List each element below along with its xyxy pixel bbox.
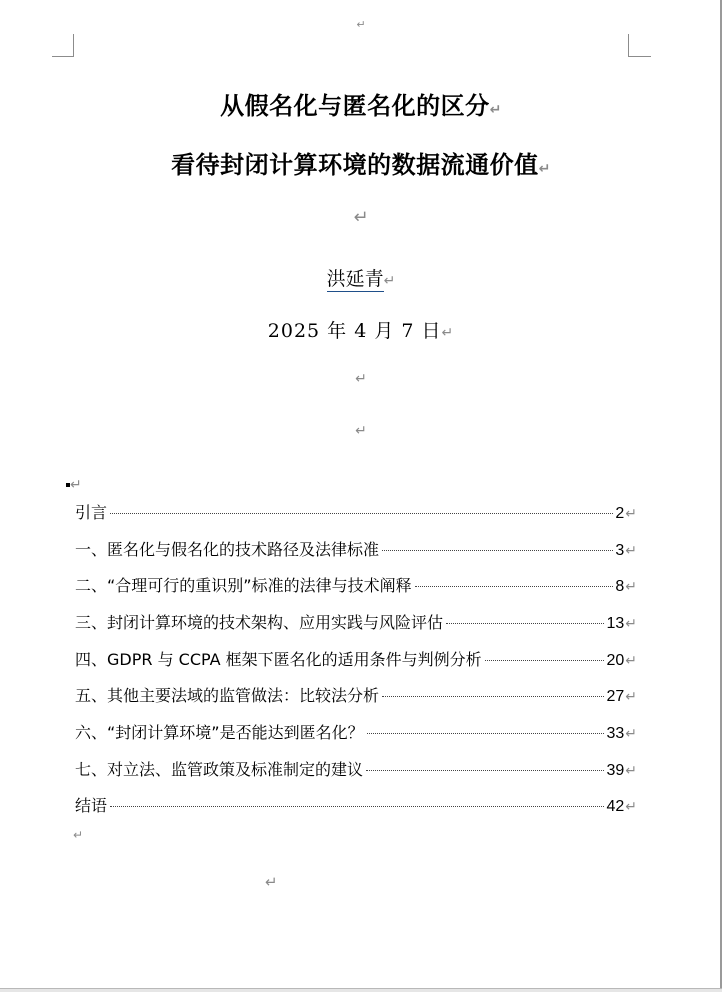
paragraph-mark-after-toc: ↵ (73, 828, 84, 842)
paragraph-mark: ↵ (625, 616, 637, 632)
paragraph-mark: ↵ (625, 799, 637, 815)
toc-entry-title: 三、封闭计算环境的技术架构、应用实践与风险评估 (75, 613, 444, 632)
toc-dot-leader (446, 623, 604, 624)
toc-entry-4[interactable] (75, 647, 637, 669)
toc-entry-title: 五、其他主要法域的监管做法：比较法分析 (75, 686, 380, 705)
toc-entry-2[interactable] (75, 573, 637, 595)
paragraph-mark: ↵ (625, 689, 637, 705)
empty-paragraph-mark-3: ↵ (355, 423, 367, 439)
paragraph-mark: ↵ (538, 161, 551, 177)
toc-dot-leader (382, 696, 604, 697)
paragraph-mark: ↵ (625, 763, 637, 779)
toc-dot-leader (415, 586, 614, 587)
toc-entry-page: 33 (606, 725, 625, 742)
title-text-2: 看待封闭计算环境的数据流通价值 (171, 150, 539, 179)
toc-entry-page: 13 (606, 615, 625, 632)
toc-dot-leader (367, 733, 605, 734)
date-text: 2025 年 4 月 7 日 (267, 320, 442, 342)
toc-entry-title: 引言 (75, 503, 108, 522)
paragraph-mark: ↵ (383, 273, 396, 289)
toc-entry-title: 七、对立法、监管政策及标准制定的建议 (75, 760, 364, 779)
toc-entry-conclusion[interactable] (75, 793, 637, 815)
toc-entry-page: 42 (606, 798, 625, 815)
toc-entry-page: 3 (615, 542, 625, 559)
paragraph-mark: ↵ (489, 102, 502, 118)
toc-entry-page: 39 (606, 762, 625, 779)
title-text-1: 从假名化与匿名化的区分 (220, 91, 490, 120)
paragraph-mark: ↵ (625, 506, 637, 522)
toc-entry-7[interactable] (75, 757, 637, 779)
toc-entry-title: 四、GDPR 与 CCPA 框架下匿名化的适用条件与判例分析 (75, 650, 482, 669)
title-line-1 (0, 86, 722, 121)
toc-entry-title: 二、“合理可行的重识别”标准的法律与技术阐释 (75, 576, 412, 595)
date-line (0, 316, 722, 343)
toc-entry-title: 一、匿名化与假名化的技术路径及法律标准 (75, 540, 380, 559)
empty-paragraph-mark-1: ↵ (353, 207, 369, 228)
paragraph-mark-header: ↵ (356, 18, 366, 31)
title-line-2 (0, 145, 722, 180)
paragraph-mark: ↵ (70, 477, 82, 493)
empty-paragraph-mark-2: ↵ (355, 371, 367, 387)
toc-entry-page: 2 (615, 505, 625, 522)
page-bottom-border (0, 988, 722, 992)
toc-dot-leader (110, 513, 613, 514)
toc-entry-intro[interactable] (75, 500, 637, 522)
toc-entry-page: 8 (615, 578, 625, 595)
paragraph-mark: ↵ (625, 653, 637, 669)
paragraph-mark: ↵ (625, 579, 637, 595)
toc-entry-page: 20 (606, 652, 625, 669)
toc-entry-6[interactable] (75, 720, 637, 742)
toc-entry-page: 27 (606, 688, 625, 705)
toc-entry-5[interactable] (75, 683, 637, 705)
toc-dot-leader (366, 770, 604, 771)
toc-anchor (66, 474, 82, 493)
paragraph-mark: ↵ (625, 543, 637, 559)
toc-entry-1[interactable] (75, 537, 637, 559)
toc-entry-3[interactable] (75, 610, 637, 632)
toc-entry-title: 六、“封闭计算环境”是否能达到匿名化？ (75, 723, 364, 742)
paragraph-mark: ↵ (625, 726, 637, 742)
author-line (0, 264, 722, 291)
toc-dot-leader (485, 660, 605, 661)
crop-mark-top-left (52, 34, 74, 57)
toc-dot-leader (382, 550, 613, 551)
toc-dot-leader (110, 806, 604, 807)
crop-mark-top-right (628, 34, 651, 57)
toc-entry-title: 结语 (75, 796, 108, 815)
paragraph-mark: ↵ (441, 325, 455, 341)
author-name: 洪延青 (326, 268, 384, 290)
paragraph-mark-bottom: ↵ (265, 873, 278, 891)
